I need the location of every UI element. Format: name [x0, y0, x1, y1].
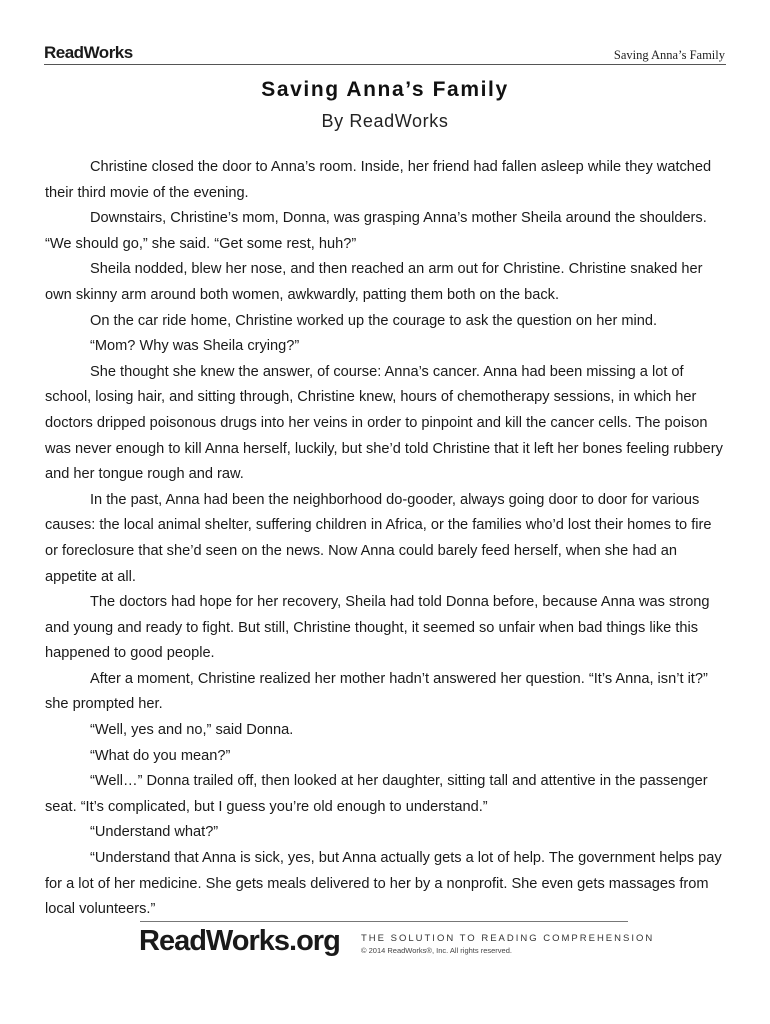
paragraph: After a moment, Christine realized her mother hadn’t answered her question. “It’s Anna, isn’t it?” she prompted her. — [45, 670, 708, 713]
paragraph: Christine closed the door to Anna’s room. Inside, her friend had fallen asleep while they watched their third movie of the evening. — [45, 159, 712, 201]
readworks-org-logo: ReadWorks.org — [139, 925, 340, 957]
page-title: Saving Anna’s Family — [261, 78, 509, 101]
paragraph: “Understand that Anna is sick, yes, but Anna actually gets a lot of help. The government helps pay for a lot of her medicine. She gets meals delivered to her by a nonprofit. She even gets massages from local volunteers.” — [45, 850, 722, 918]
paragraph: In the past, Anna had been the neighborhood do-gooder, always going door to door for various causes: the local animal shelter, suffering children in Africa, or the families who’d lost their homes to fire or foreclosure that she’d seen on the news. Now Anna could barely feed herself, when she had an appetite at all. — [45, 491, 712, 585]
paragraph: She thought she knew the answer, of course: Anna’s cancer. Anna had been missing a lot of school, losing hair, and sitting through, Christine knew, hours of chemotherapy sessions, in which her doctors dripped poisonous drugs into her veins in order to pinpoint and kill the cancer cells. The poison was never enough to kill Anna herself, luckily, but she’d told Christine that it left her bones feeling rubbery and her tongue rough and raw. — [45, 363, 723, 483]
footer-tagline: THE SOLUTION TO READING COMPREHENSION — [361, 933, 655, 944]
paragraph: “Well, yes and no,” said Donna. — [90, 722, 294, 739]
paragraph: On the car ride home, Christine worked up the courage to ask the question on her mind. — [90, 312, 658, 329]
paragraph: “Mom? Why was Sheila crying?” — [90, 338, 300, 355]
readworks-logo: ReadWorks — [44, 43, 133, 62]
story-body — [45, 155, 725, 923]
paragraph: The doctors had hope for her recovery, Sheila had told Donna before, because Anna was strong and young and ready to fight. But still, Christine thought, it seemed so unfair when bad things like this happened to good people. — [45, 594, 710, 662]
paragraph: Sheila nodded, blew her nose, and then reached an arm out for Christine. Christine snaked her own skinny arm around both women, awkwardly, patting them both on the back. — [45, 261, 703, 303]
paragraph: “Understand what?” — [90, 824, 219, 841]
header-divider — [44, 64, 726, 65]
running-title: Saving Anna’s Family — [613, 48, 725, 62]
paragraph: Downstairs, Christine’s mom, Donna, was grasping Anna’s mother Sheila around the shoulders. “We should go,” she said. “Get some rest, huh?” — [45, 210, 707, 252]
footer-divider — [140, 921, 628, 922]
paragraph: “Well…” Donna trailed off, then looked at her daughter, sitting tall and attentive in the passenger seat. “It’s complicated, but I guess you’re old enough to understand.” — [45, 773, 708, 815]
copyright-notice: © 2014 ReadWorks®, Inc. All rights reserved. — [361, 946, 512, 955]
byline: By ReadWorks — [321, 111, 449, 131]
paragraph: “What do you mean?” — [90, 747, 231, 764]
